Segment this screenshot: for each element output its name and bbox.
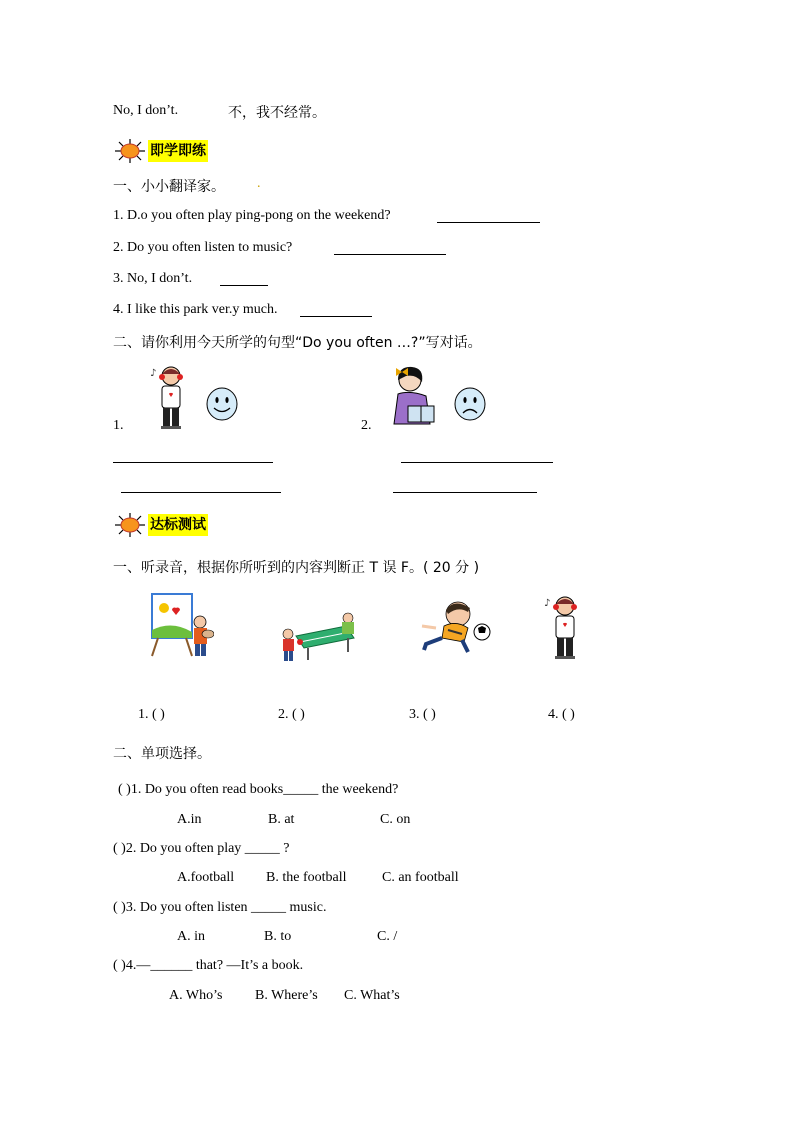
sun-icon bbox=[112, 138, 148, 164]
question-2-option-a[interactable]: A.football bbox=[177, 870, 235, 885]
question-4-option-a[interactable]: A. Who’s bbox=[169, 988, 223, 1003]
test-title: 达标测试 bbox=[148, 514, 208, 536]
part2-title: 二、请你利用今天所学的句型“Do you often …?”写对话。 bbox=[113, 335, 482, 351]
boy-icon bbox=[542, 594, 586, 662]
answer-blank-1[interactable] bbox=[437, 222, 540, 223]
question-2-option-c[interactable]: C. an football bbox=[382, 870, 459, 885]
answer-blank-2[interactable] bbox=[334, 254, 446, 255]
translate-item-1: 1. D.o you often play ping-pong on the weekend? bbox=[113, 208, 391, 223]
svg-text:♪: ♪ bbox=[150, 368, 157, 379]
dialog-line-2b[interactable] bbox=[393, 492, 537, 493]
ping-pong-icon bbox=[278, 612, 360, 664]
listening-answer-1[interactable]: 1. ( ) bbox=[138, 707, 165, 722]
listening-answer-2[interactable]: 2. ( ) bbox=[278, 707, 305, 722]
intro-english: No, I don’t. bbox=[113, 103, 179, 118]
svg-text:♪: ♪ bbox=[544, 598, 551, 609]
choice-title: 二、单项选择。 bbox=[113, 746, 211, 762]
translate-item-4: 4. I like this park ver.y much. bbox=[113, 302, 278, 317]
question-1-option-a[interactable]: A.in bbox=[177, 812, 202, 827]
listening-answer-4[interactable]: 4. ( ) bbox=[548, 707, 575, 722]
question-3-option-c[interactable]: C. / bbox=[377, 929, 398, 944]
question-2: ( )2. Do you often play _____ ? bbox=[113, 841, 290, 856]
stray-mark: . bbox=[257, 176, 261, 191]
practice-title: 即学即练 bbox=[148, 140, 208, 162]
football-icon bbox=[418, 598, 494, 656]
question-3: ( )3. Do you often listen _____ music. bbox=[113, 900, 327, 915]
practice-heading bbox=[112, 138, 232, 164]
question-3-option-b[interactable]: B. to bbox=[264, 929, 292, 944]
sad-face-icon bbox=[453, 386, 487, 422]
answer-blank-3[interactable] bbox=[220, 285, 268, 286]
smile-face-icon bbox=[205, 386, 239, 422]
girl-reading-icon bbox=[386, 362, 442, 434]
question-4: ( )4.—______ that? —It’s a book. bbox=[113, 958, 304, 973]
question-4-option-c[interactable]: C. What’s bbox=[344, 988, 400, 1003]
test-heading bbox=[112, 512, 232, 538]
question-1: ( )1. Do you often read books_____ the weekend? bbox=[118, 782, 399, 797]
answer-blank-4[interactable] bbox=[300, 316, 372, 317]
painting-icon bbox=[148, 590, 214, 658]
question-2-option-b[interactable]: B. the football bbox=[266, 870, 347, 885]
part1-title: 一、小小翻译家。 bbox=[113, 179, 225, 195]
boy-icon bbox=[148, 364, 192, 432]
listening-answer-3[interactable]: 3. ( ) bbox=[409, 707, 436, 722]
intro-chinese: 不，我不经常。 bbox=[228, 105, 326, 121]
translate-item-3: 3. No, I don’t. bbox=[113, 271, 193, 286]
question-4-option-b[interactable]: B. Where’s bbox=[255, 988, 318, 1003]
sun-icon bbox=[112, 512, 148, 538]
dialog-line-2a[interactable] bbox=[401, 462, 553, 463]
question-1-option-c[interactable]: C. on bbox=[380, 812, 411, 827]
dialog-number-1: 1. bbox=[113, 418, 124, 433]
listening-title: 一、听录音，根据你所听到的内容判断正 T 误 F。( 20 分 ) bbox=[113, 560, 480, 576]
dialog-line-1a[interactable] bbox=[113, 462, 273, 463]
dialog-number-2: 2. bbox=[361, 418, 372, 433]
question-3-option-a[interactable]: A. in bbox=[177, 929, 205, 944]
question-1-option-b[interactable]: B. at bbox=[268, 812, 295, 827]
translate-item-2: 2. Do you often listen to music? bbox=[113, 240, 293, 255]
dialog-line-1b[interactable] bbox=[121, 492, 281, 493]
